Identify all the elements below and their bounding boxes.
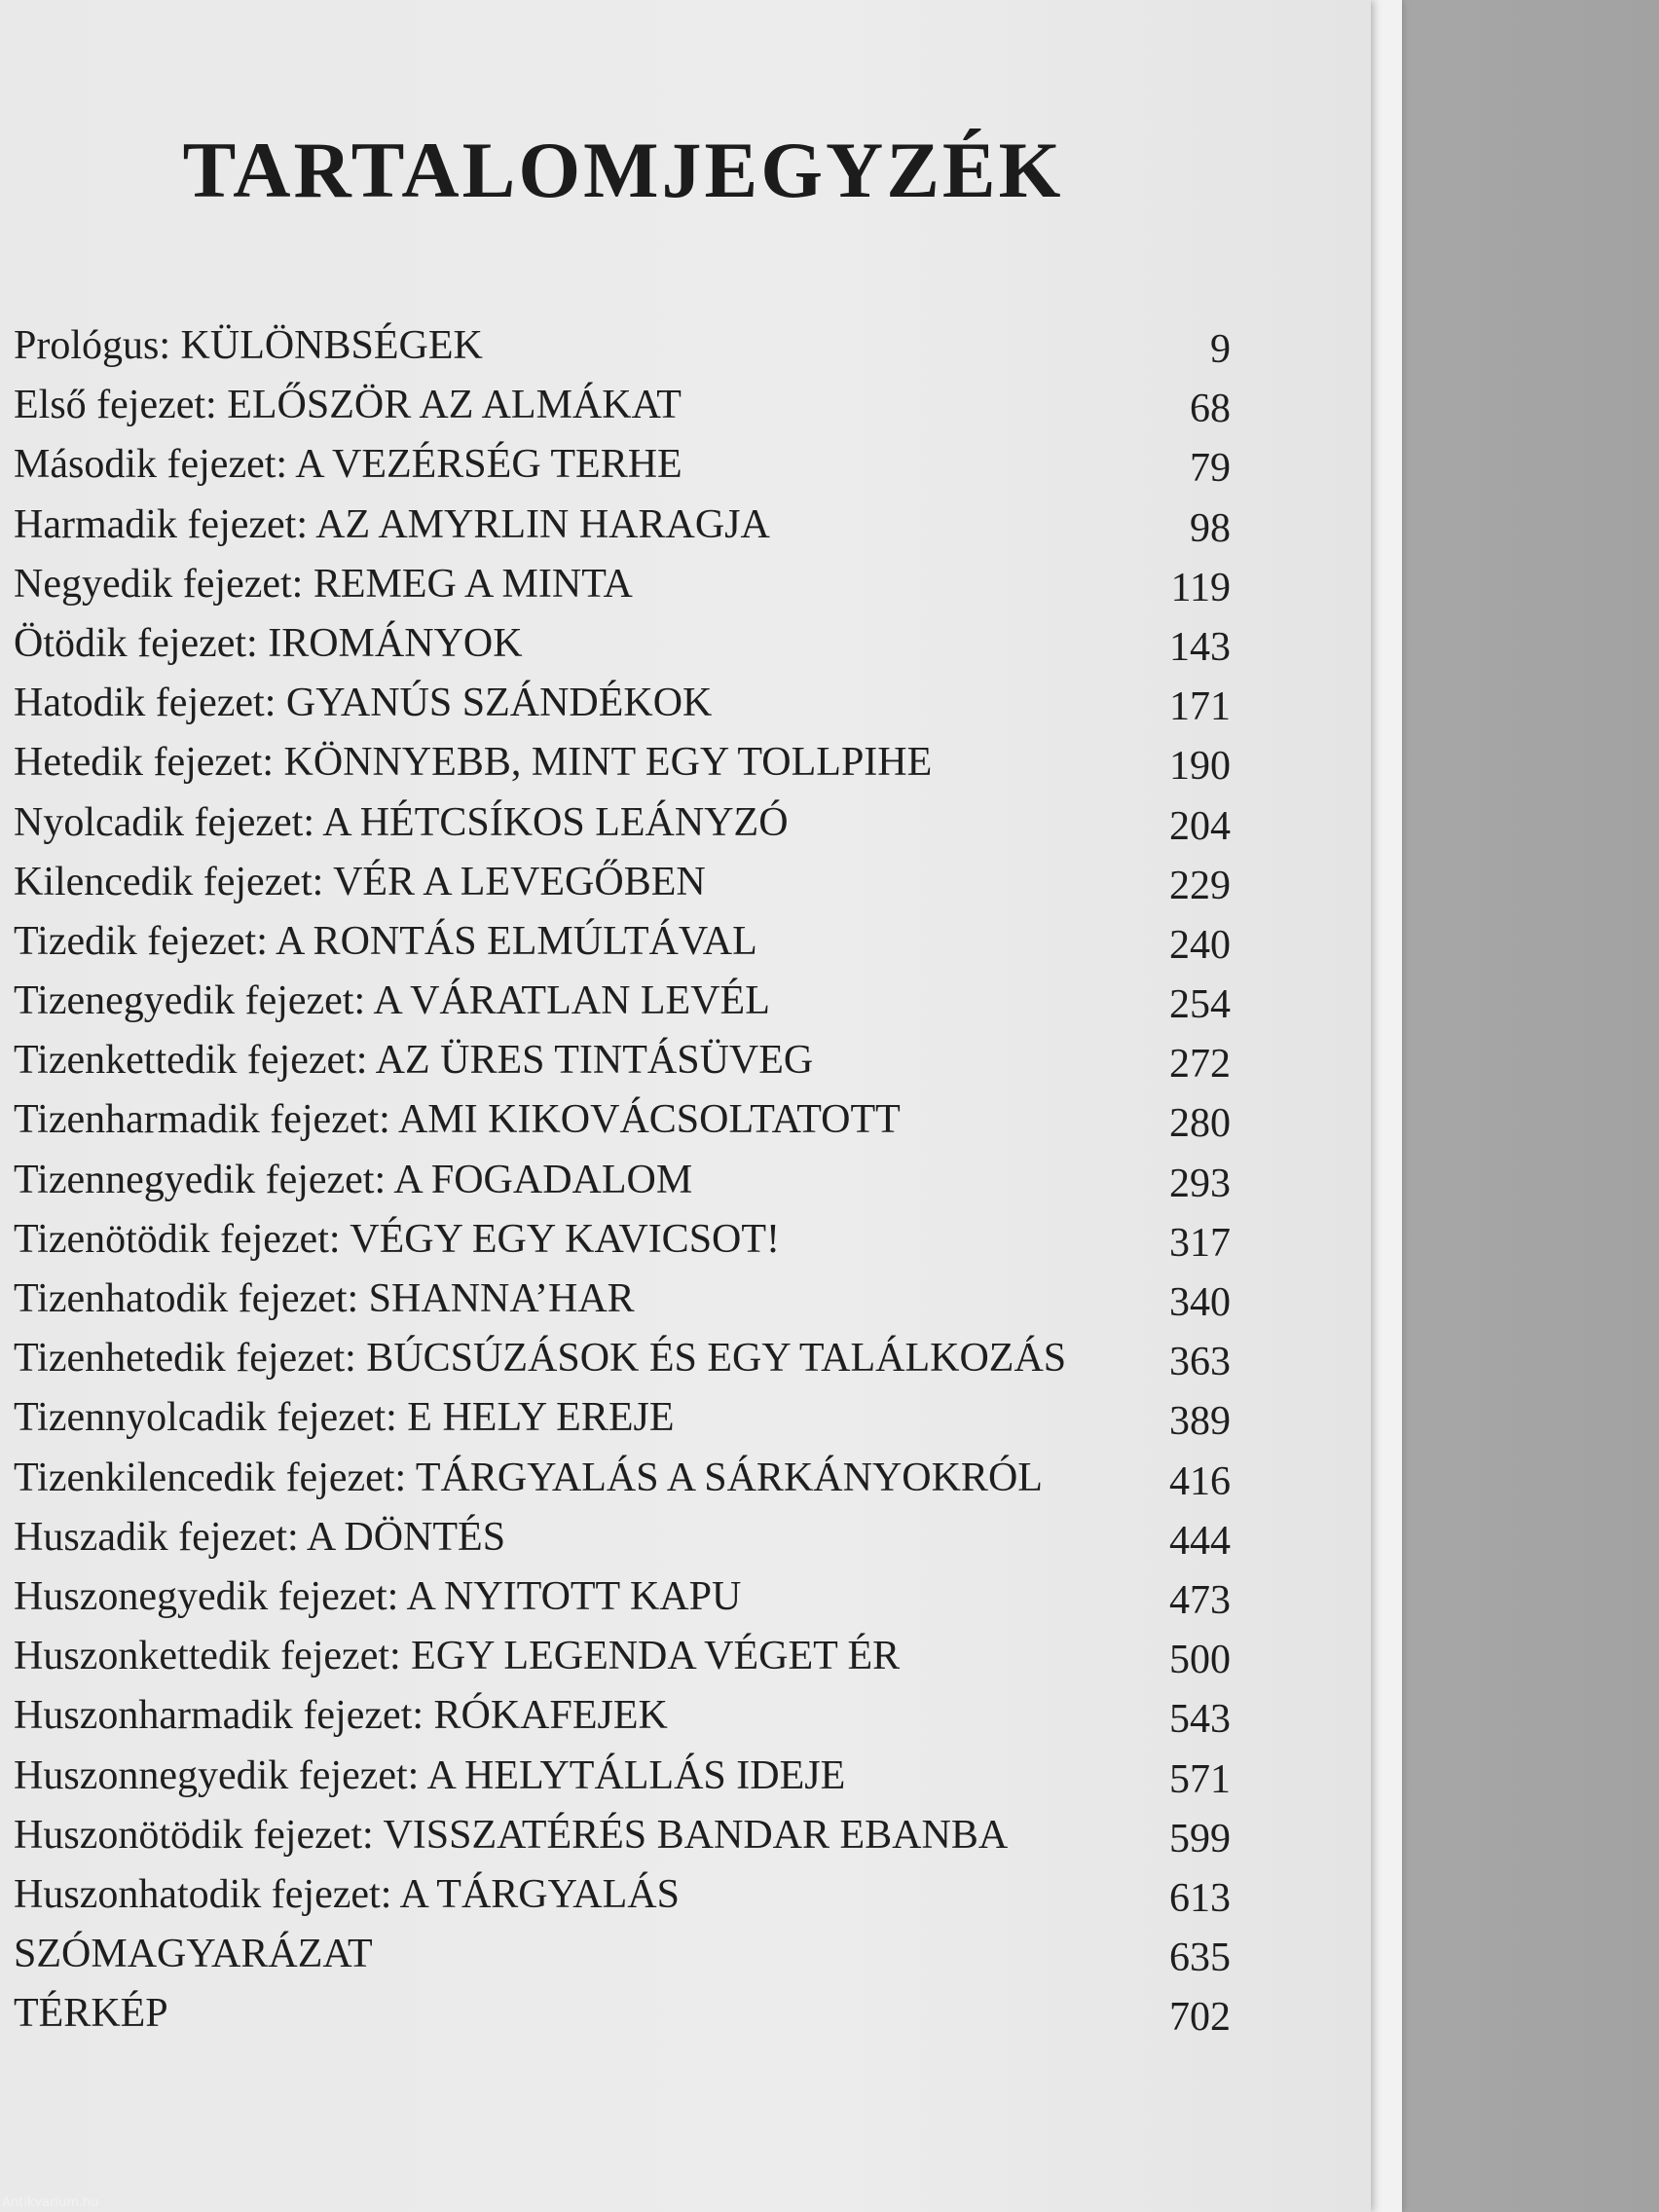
toc-row [14, 555, 1231, 614]
toc-entry-label: Huszadik fejezet: A DÖNTÉS [14, 1514, 506, 1560]
toc-row [14, 972, 1231, 1031]
toc-row [14, 674, 1231, 733]
toc-row [14, 1388, 1231, 1448]
toc-entry-label: Huszonötödik fejezet: VISSZATÉRÉS BANDAR EBANBA [14, 1812, 1009, 1858]
toc-row [14, 1925, 1231, 1984]
toc-entry-label: Huszonharmadik fejezet: RÓKAFEJEK [14, 1693, 668, 1739]
toc-row [14, 376, 1231, 435]
toc-row [14, 1210, 1231, 1270]
watermark: Antikvarium.hu [2, 2195, 99, 2210]
toc-page-number: 702 [1169, 1995, 1231, 2041]
toc-row [14, 1984, 1231, 2044]
toc-entry-label: Nyolcadik fejezet: A HÉTCSÍKOS LEÁNYZÓ [14, 799, 789, 845]
toc-entry-label: Tizenötödik fejezet: VÉGY EGY KAVICSOT! [14, 1216, 781, 1262]
toc-page-number: 613 [1169, 1875, 1231, 1921]
toc-entry-label: Huszonhatodik fejezet: A TÁRGYALÁS [14, 1871, 680, 1917]
toc-page-number: 240 [1169, 922, 1231, 968]
toc-page-number: 171 [1169, 684, 1231, 730]
toc-entry-label: Hetedik fejezet: KÖNNYEBB, MINT EGY TOLLPIHE [14, 740, 933, 786]
toc-page-number: 229 [1169, 863, 1231, 908]
toc-row [14, 1686, 1231, 1746]
toc-page-number: 68 [1190, 387, 1231, 432]
toc-page-number: 340 [1169, 1280, 1231, 1325]
toc-entry-label: Ötödik fejezet: IROMÁNYOK [14, 620, 523, 666]
toc-entry-label: SZÓMAGYARÁZAT [14, 1932, 373, 1977]
toc-page-number: 571 [1169, 1756, 1231, 1802]
toc-page-number: 143 [1169, 624, 1231, 670]
toc-page-number: 444 [1169, 1518, 1231, 1564]
toc-row [14, 1865, 1231, 1925]
toc-row [14, 1627, 1231, 1686]
toc-page-number: 543 [1169, 1697, 1231, 1743]
toc-page-number: 500 [1169, 1638, 1231, 1683]
toc-page-number: 119 [1170, 565, 1231, 610]
toc-entry-label: Hatodik fejezet: GYANÚS SZÁNDÉKOK [14, 681, 713, 726]
toc-page-number: 473 [1169, 1577, 1231, 1623]
toc-entry-label: Huszonkettedik fejezet: EGY LEGENDA VÉGET ÉR [14, 1634, 901, 1679]
toc-entry-label: Második fejezet: A VEZÉRSÉG TERHE [14, 442, 682, 488]
toc-entry-label: Tizenhetedik fejezet: BÚCSÚZÁSOK ÉS EGY TALÁLKOZÁS [14, 1336, 1067, 1382]
toc-row [14, 1567, 1231, 1627]
toc-row [14, 1031, 1231, 1090]
toc-page-number: 280 [1169, 1101, 1231, 1147]
toc-entry-label: Tizenkilencedik fejezet: TÁRGYALÁS A SÁRKÁNYOKRÓL [14, 1455, 1043, 1500]
toc-page-number: 317 [1169, 1220, 1231, 1266]
toc-entry-label: Tizennegyedik fejezet: A FOGADALOM [14, 1157, 693, 1202]
toc-entry-label: Első fejezet: ELŐSZÖR AZ ALMÁKAT [14, 383, 682, 428]
toc-row [14, 435, 1231, 495]
toc-row [14, 614, 1231, 674]
toc-entry-label: Tizenkettedik fejezet: AZ ÜRES TINTÁSÜVEG [14, 1038, 814, 1084]
table-of-contents [14, 316, 1231, 2044]
toc-row [14, 496, 1231, 555]
toc-page-number: 635 [1169, 1936, 1231, 1981]
toc-page-number: 363 [1169, 1340, 1231, 1385]
toc-entry-label: Tizennyolcadik fejezet: E HELY EREJE [14, 1395, 675, 1441]
toc-page-number: 204 [1169, 803, 1231, 849]
page-title: TARTALOMJEGYZÉK [182, 126, 1064, 214]
toc-page-number: 190 [1169, 744, 1231, 790]
toc-page-number: 599 [1169, 1816, 1231, 1862]
toc-page-number: 9 [1210, 327, 1231, 372]
toc-row [14, 1151, 1231, 1210]
toc-row [14, 1508, 1231, 1567]
toc-row [14, 733, 1231, 793]
toc-page-number: 98 [1190, 505, 1231, 551]
toc-row [14, 853, 1231, 912]
toc-entry-label: Huszonnegyedik fejezet: A HELYTÁLLÁS IDEJE [14, 1752, 846, 1798]
toc-entry-label: Harmadik fejezet: AZ AMYRLIN HARAGJA [14, 501, 770, 547]
toc-entry-label: Tizenhatodik fejezet: SHANNA’HAR [14, 1276, 635, 1321]
toc-entry-label: Negyedik fejezet: REMEG A MINTA [14, 561, 633, 607]
toc-entry-label: Prológus: KÜLÖNBSÉGEK [14, 323, 483, 368]
toc-page-number: 272 [1169, 1042, 1231, 1088]
toc-page-number: 416 [1169, 1458, 1231, 1504]
toc-row [14, 1806, 1231, 1865]
toc-entry-label: Kilencedik fejezet: VÉR A LEVEGŐBEN [14, 859, 706, 904]
toc-entry-label: TÉRKÉP [14, 1991, 168, 2037]
toc-row [14, 1270, 1231, 1329]
toc-page-number: 254 [1169, 982, 1231, 1028]
toc-page-number: 293 [1169, 1161, 1231, 1206]
toc-entry-label: Tizedik fejezet: A RONTÁS ELMÚLTÁVAL [14, 918, 757, 964]
toc-page-number: 79 [1190, 446, 1231, 492]
toc-row [14, 1090, 1231, 1150]
toc-entry-label: Tizenharmadik fejezet: AMI KIKOVÁCSOLTATOTT [14, 1097, 901, 1143]
toc-page-number: 389 [1169, 1399, 1231, 1445]
toc-row [14, 1747, 1231, 1806]
toc-row [14, 912, 1231, 972]
toc-entry-label: Tizenegyedik fejezet: A VÁRATLAN LEVÉL [14, 978, 770, 1024]
toc-row [14, 1449, 1231, 1508]
toc-row [14, 316, 1231, 376]
toc-row [14, 1329, 1231, 1388]
toc-entry-label: Huszonegyedik fejezet: A NYITOTT KAPU [14, 1573, 742, 1619]
toc-row [14, 793, 1231, 853]
